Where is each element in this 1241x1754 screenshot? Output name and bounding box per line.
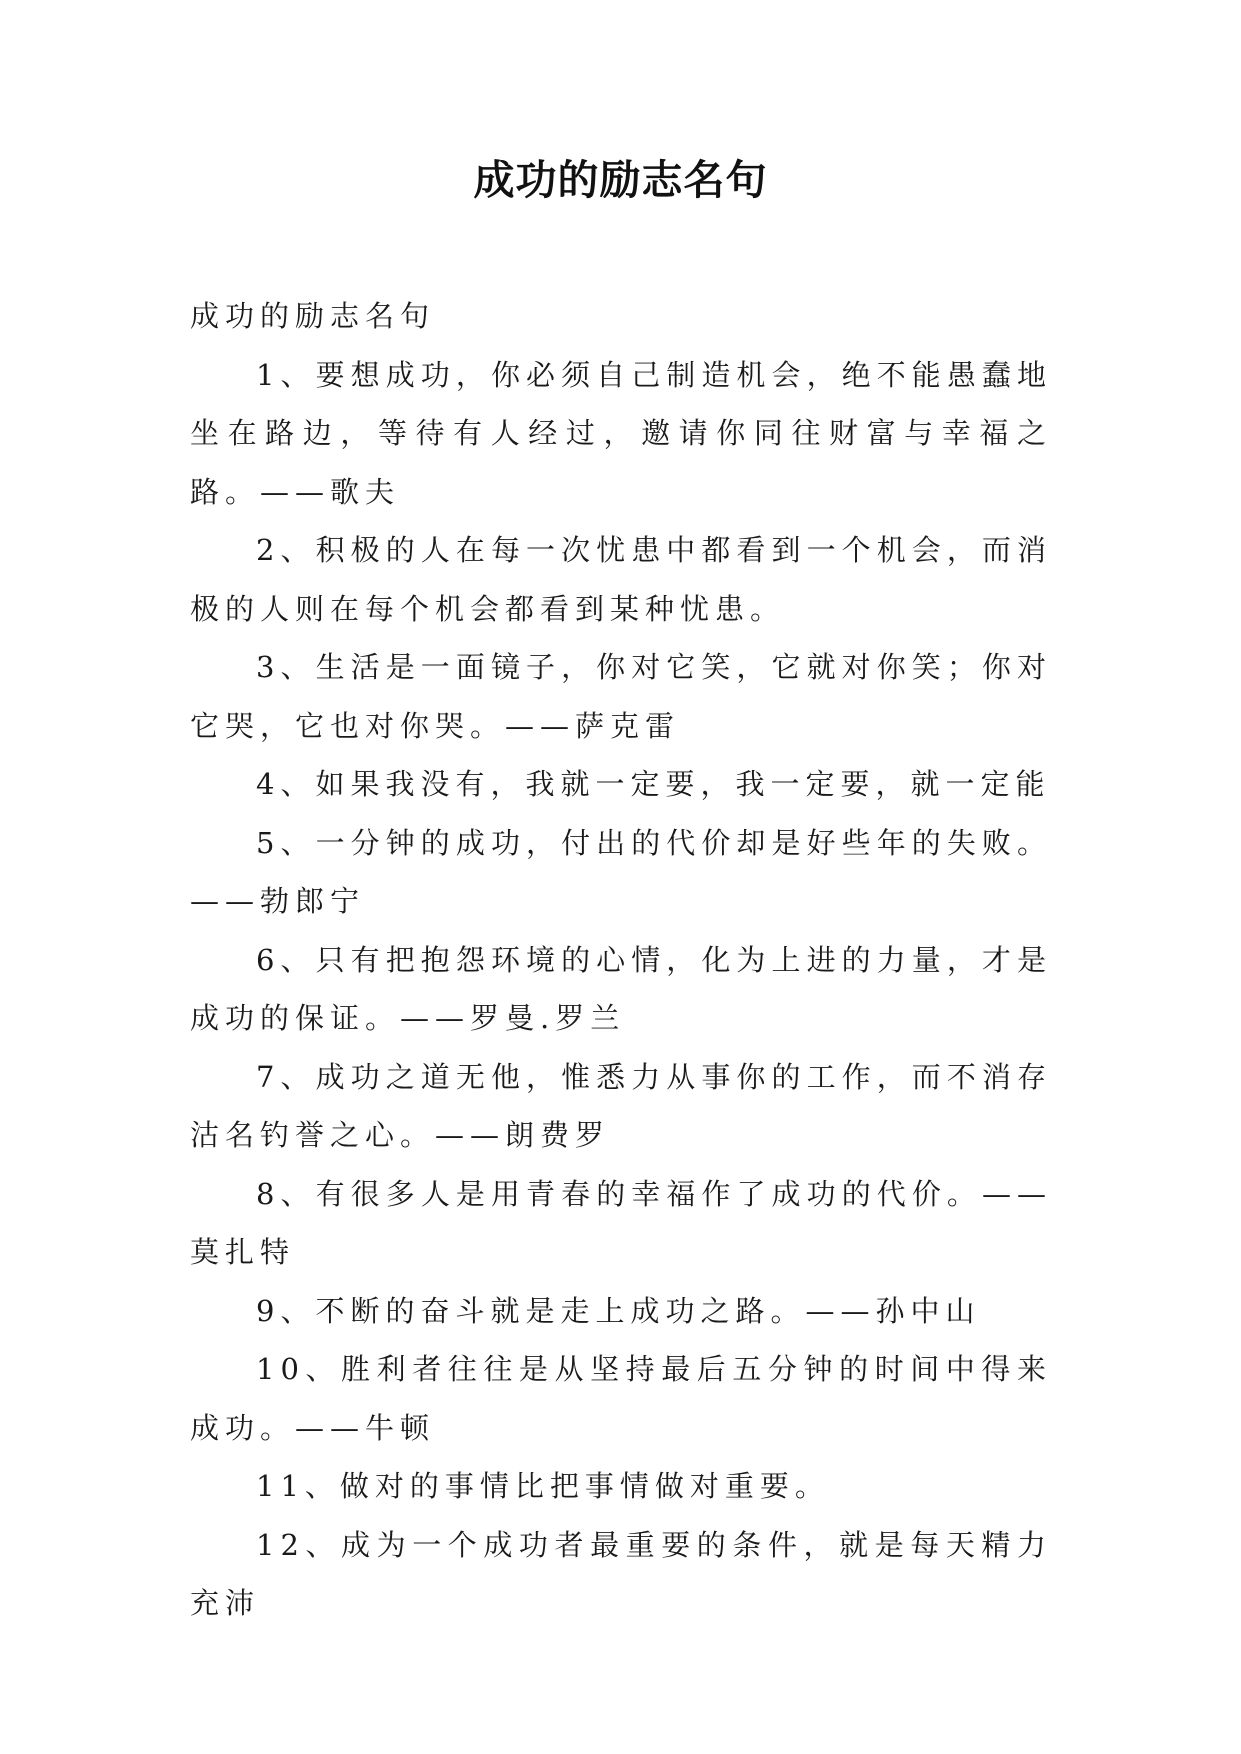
quote-paragraph: 12、成为一个成功者最重要的条件，就是每天精力充沛 xyxy=(190,1527,1052,1620)
quote-paragraph: 5、一分钟的成功，付出的代价却是好些年的失败。——勃郎宁 xyxy=(190,825,1052,918)
quote-paragraph: 2、积极的人在每一次忧患中都看到一个机会，而消极的人则在每个机会都看到某种忧患。 xyxy=(190,533,1052,626)
quote-paragraph: 11、做对的事情比把事情做对重要。 xyxy=(256,1469,830,1503)
quote-paragraph: 6、只有把抱怨环境的心情，化为上进的力量，才是成功的保证。——罗曼.罗兰 xyxy=(190,942,1052,1035)
quote-paragraph: 1、要想成功，你必须自己制造机会，绝不能愚蠢地坐在路边，等待有人经过，邀请你同往财富与幸福之路。——歌夫 xyxy=(190,357,1052,509)
quote-paragraph: 9、不断的奋斗就是走上成功之路。——孙中山 xyxy=(256,1293,981,1328)
section-heading: 成功的励志名句 xyxy=(190,299,436,333)
quote-paragraph: 7、成功之道无他，惟悉力从事你的工作，而不消存沽名钓誉之心。——朗费罗 xyxy=(190,1059,1052,1152)
quote-paragraph: 8、有很多人是用青春的幸福作了成功的代价。——莫扎特 xyxy=(190,1176,1052,1269)
quote-paragraph: 4、如果我没有，我就一定要，我一定要，就一定能 xyxy=(256,767,1051,801)
document-body xyxy=(190,287,1052,1633)
quote-paragraph: 3、生活是一面镜子，你对它笑，它就对你笑；你对它哭，它也对你哭。——萨克雷 xyxy=(190,650,1052,743)
quote-paragraph: 10、胜利者往往是从坚持最后五分钟的时间中得来成功。——牛顿 xyxy=(190,1352,1052,1445)
document-title: 成功的励志名句 xyxy=(473,156,768,204)
